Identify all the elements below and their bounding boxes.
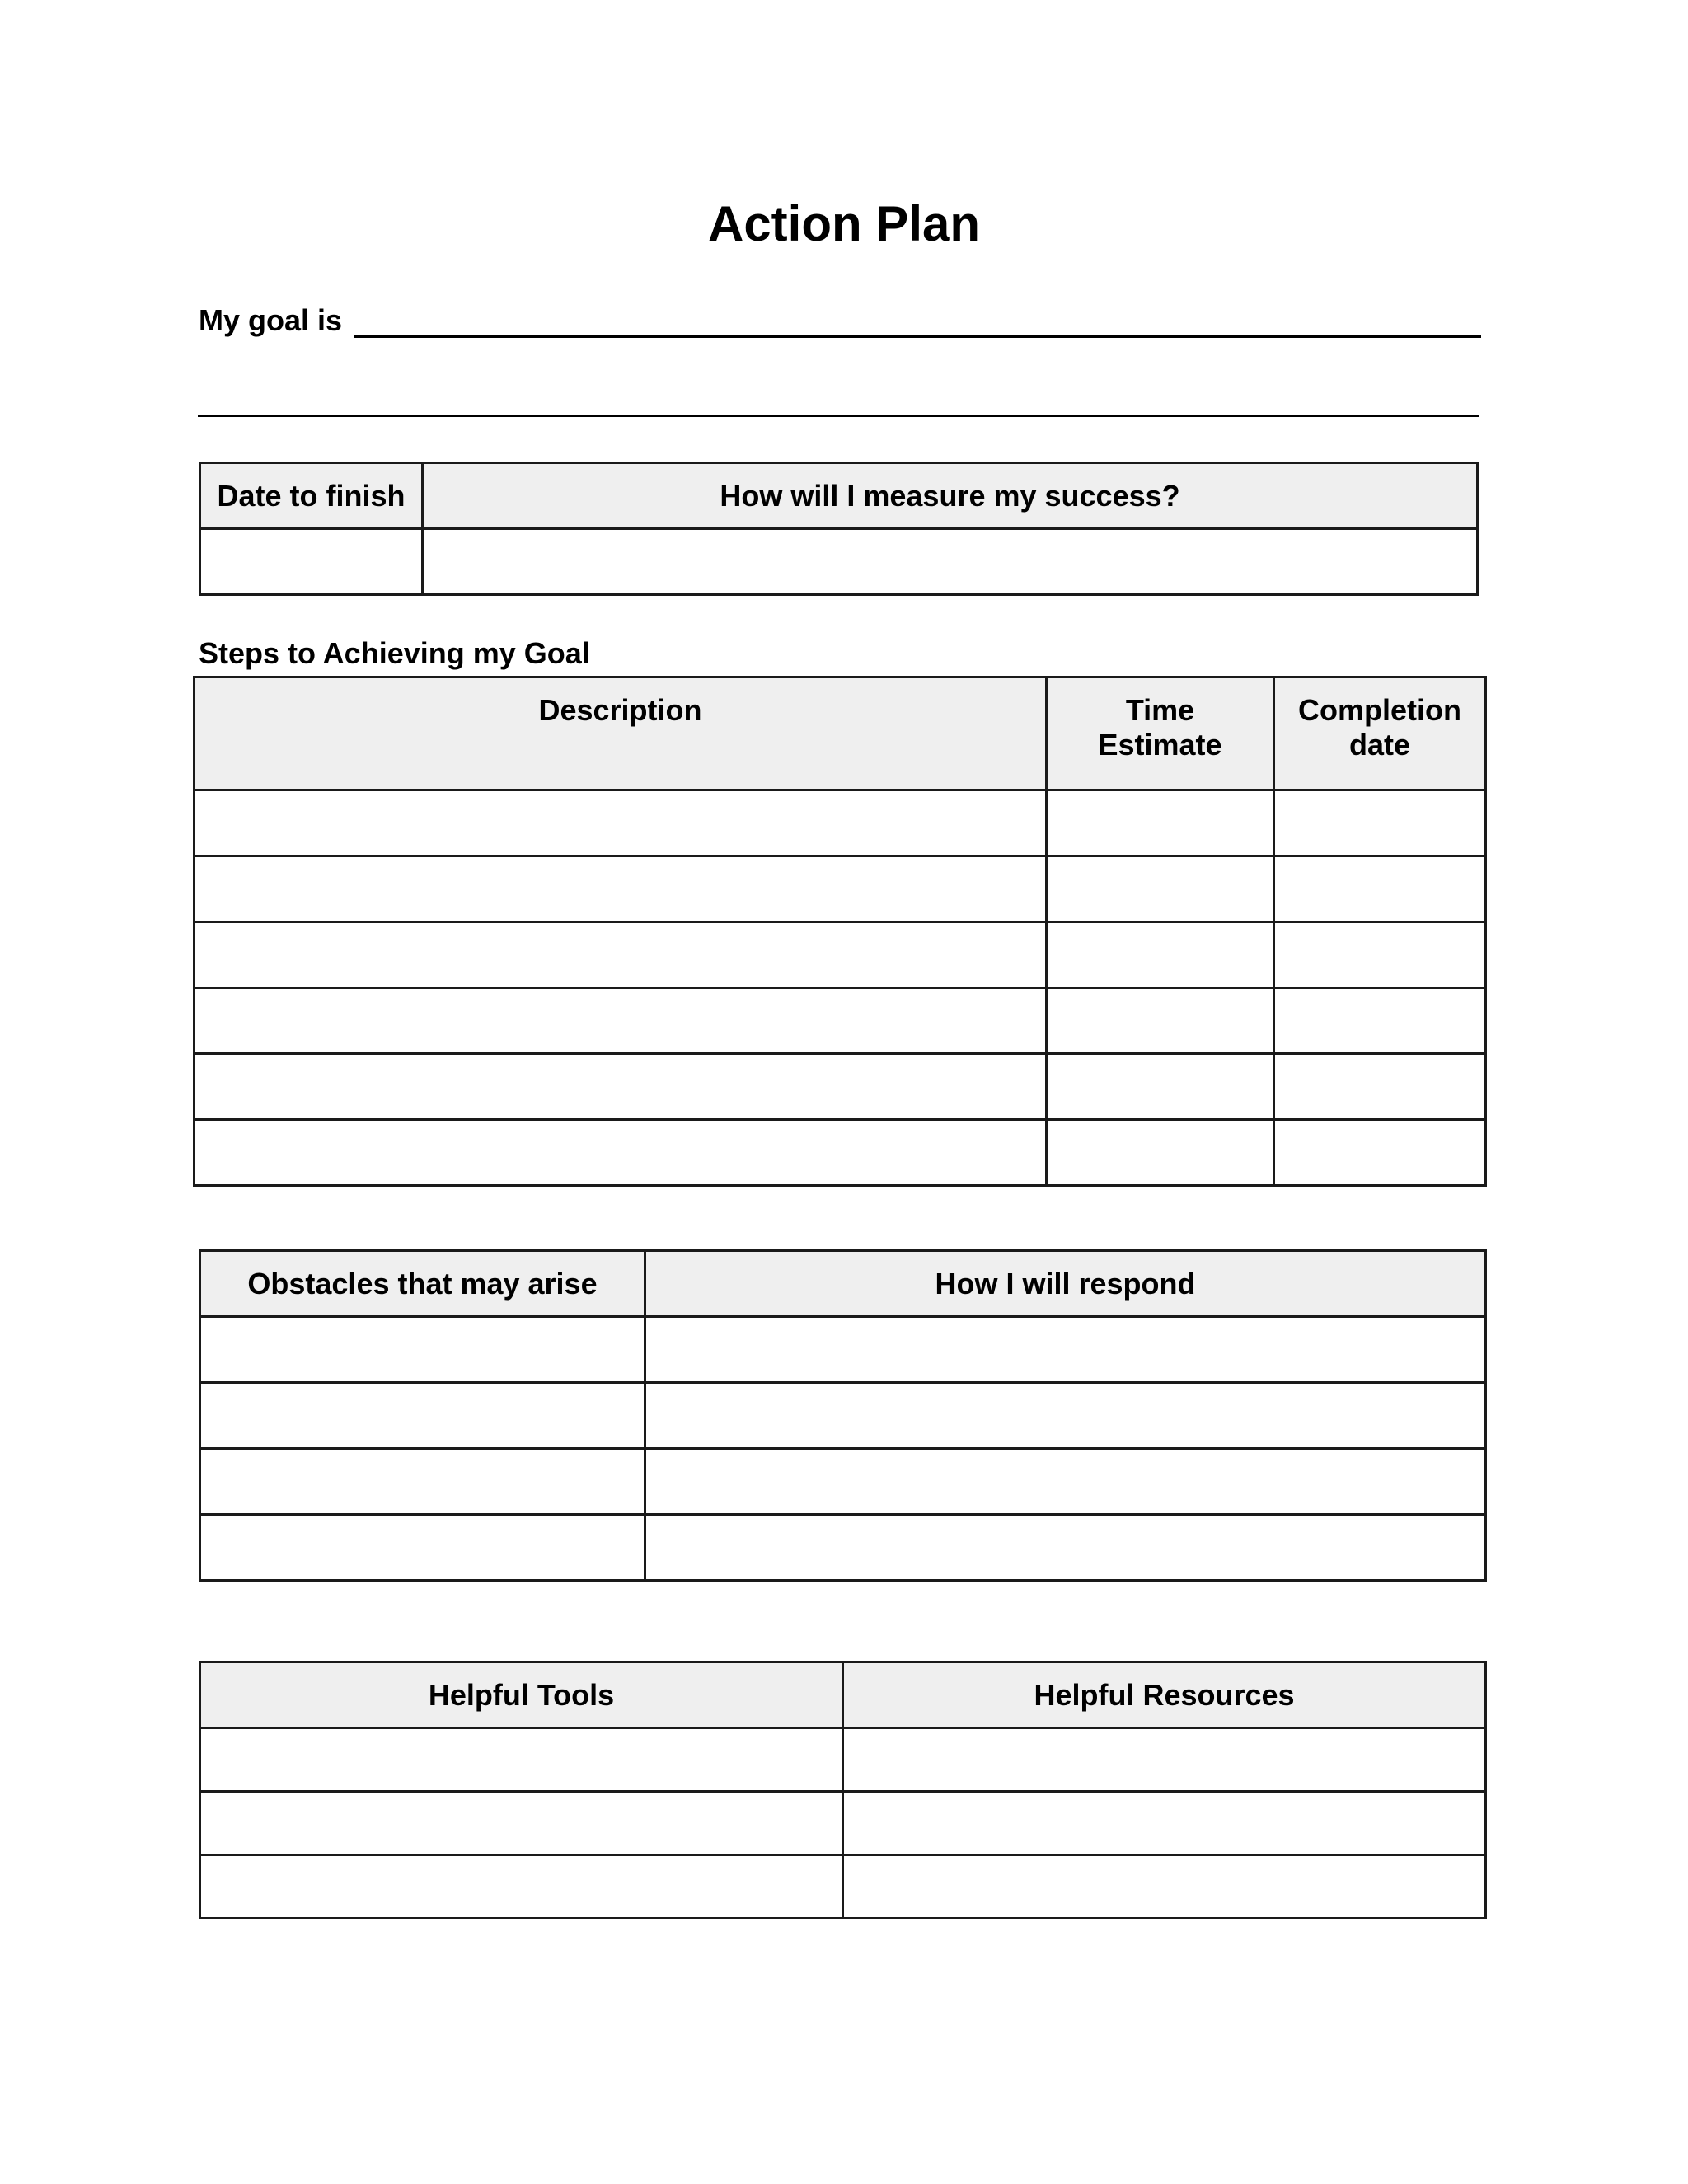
obstacle-cell[interactable] xyxy=(200,1383,645,1449)
table-row xyxy=(195,988,1486,1054)
description-cell[interactable] xyxy=(195,1054,1047,1120)
tool-cell[interactable] xyxy=(200,1855,843,1919)
obstacle-cell[interactable] xyxy=(200,1515,645,1581)
time-estimate-cell[interactable] xyxy=(1047,856,1274,922)
response-cell[interactable] xyxy=(645,1449,1486,1515)
header-response: How I will respond xyxy=(645,1251,1486,1317)
header-description xyxy=(195,677,1047,790)
description-cell[interactable] xyxy=(195,988,1047,1054)
measure-table xyxy=(199,462,1479,596)
time-estimate-cell[interactable] xyxy=(1047,790,1274,856)
time-estimate-cell[interactable] xyxy=(1047,988,1274,1054)
table-row xyxy=(200,1855,1486,1919)
time-estimate-cell[interactable] xyxy=(1047,1120,1274,1186)
description-cell[interactable] xyxy=(195,922,1047,988)
goal-field-line[interactable] xyxy=(354,335,1481,338)
header-helpful-resources: Helpful Resources xyxy=(843,1662,1486,1728)
table-row xyxy=(200,529,1478,595)
completion-date-cell[interactable] xyxy=(1274,988,1486,1054)
resource-cell[interactable] xyxy=(843,1855,1486,1919)
table-row xyxy=(195,922,1486,988)
header-completion-line2: date xyxy=(1348,728,1411,762)
description-cell[interactable] xyxy=(195,790,1047,856)
table-row xyxy=(195,790,1486,856)
header-time-estimate xyxy=(1047,677,1274,790)
table-row xyxy=(195,856,1486,922)
description-cell[interactable] xyxy=(195,1120,1047,1186)
resource-cell[interactable] xyxy=(843,1792,1486,1855)
completion-date-cell[interactable] xyxy=(1274,922,1486,988)
obstacle-cell[interactable] xyxy=(200,1317,645,1383)
obstacles-table xyxy=(199,1249,1487,1582)
table-row xyxy=(200,1515,1486,1581)
completion-date-cell[interactable] xyxy=(1274,790,1486,856)
header-measure-success: How will I measure my success? xyxy=(423,463,1478,529)
header-completion-date xyxy=(1274,677,1486,790)
goal-label: My goal is xyxy=(199,303,343,337)
header-date-to-finish: Date to finish xyxy=(200,463,423,529)
time-estimate-cell[interactable] xyxy=(1047,1054,1274,1120)
response-cell[interactable] xyxy=(645,1515,1486,1581)
header-helpful-tools: Helpful Tools xyxy=(200,1662,843,1728)
table-row xyxy=(195,1120,1486,1186)
measure-success-cell[interactable] xyxy=(423,529,1478,595)
tool-cell[interactable] xyxy=(200,1728,843,1792)
time-estimate-cell[interactable] xyxy=(1047,922,1274,988)
table-row xyxy=(200,1449,1486,1515)
table-header-row xyxy=(200,1251,1486,1317)
header-time-line2: Estimate xyxy=(1098,728,1222,762)
date-to-finish-cell[interactable] xyxy=(200,529,423,595)
table-header-row xyxy=(200,1662,1486,1728)
steps-heading: Steps to Achieving my Goal xyxy=(199,636,590,670)
page-title: Action Plan xyxy=(707,196,981,251)
description-cell[interactable] xyxy=(195,856,1047,922)
obstacle-cell[interactable] xyxy=(200,1449,645,1515)
completion-date-cell[interactable] xyxy=(1274,1054,1486,1120)
header-time-line1: Time xyxy=(1125,693,1195,727)
table-row xyxy=(195,1054,1486,1120)
table-header-row xyxy=(200,463,1478,529)
header-description-label: Description xyxy=(538,693,702,727)
steps-table xyxy=(193,676,1487,1187)
resource-cell[interactable] xyxy=(843,1728,1486,1792)
goal-field-line-2[interactable] xyxy=(198,415,1479,417)
tools-table xyxy=(199,1661,1487,1919)
response-cell[interactable] xyxy=(645,1383,1486,1449)
tool-cell[interactable] xyxy=(200,1792,843,1855)
table-header-row xyxy=(195,677,1486,790)
header-obstacles: Obstacles that may arise xyxy=(200,1251,645,1317)
completion-date-cell[interactable] xyxy=(1274,1120,1486,1186)
response-cell[interactable] xyxy=(645,1317,1486,1383)
table-row xyxy=(200,1728,1486,1792)
table-row xyxy=(200,1383,1486,1449)
table-row xyxy=(200,1792,1486,1855)
completion-date-cell[interactable] xyxy=(1274,856,1486,922)
header-completion-line1: Completion xyxy=(1298,693,1461,727)
table-row xyxy=(200,1317,1486,1383)
